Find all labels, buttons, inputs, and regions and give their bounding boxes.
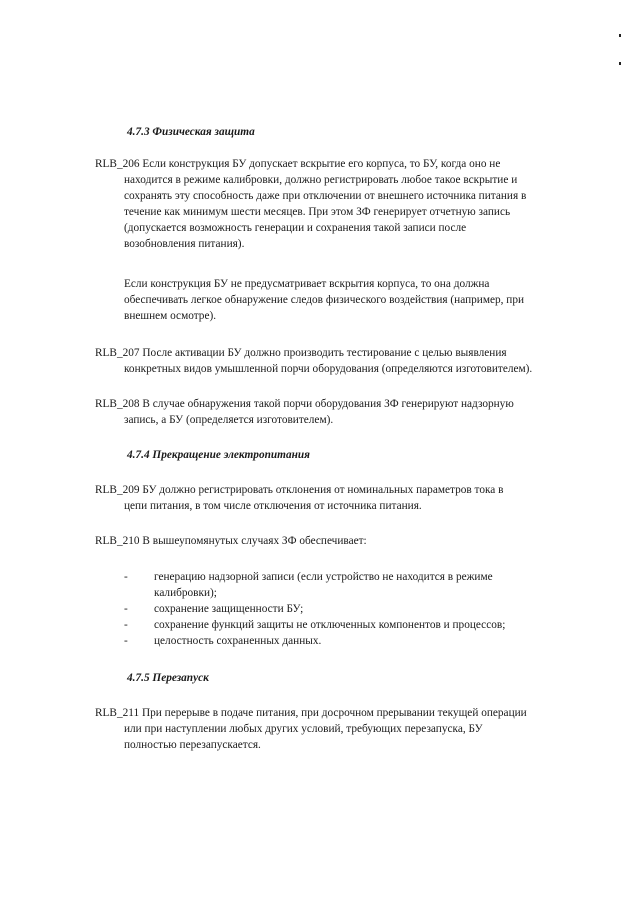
req-line: или при наступлении любых других условий, требующих перезапуска, БУ <box>124 723 483 735</box>
list-item-line: калибровки); <box>154 587 217 599</box>
list-item-line: целостность сохраненных данных. <box>154 635 322 647</box>
req-line: (допускается возможность генерации и сохранения такой записи после <box>124 222 467 234</box>
requirement-rlb-209 <box>95 482 581 514</box>
section-heading-physical-protection: 4.7.3 Физическая защита <box>127 126 255 138</box>
list-item-line: сохранение защищенности БУ; <box>154 603 304 615</box>
req-line: полностью перезапускается. <box>124 739 261 751</box>
section-heading-power-off: 4.7.4 Прекращение электропитания <box>127 449 310 461</box>
dash-marker: - <box>124 619 128 631</box>
list-item-line: сохранение функций защиты не отключенных компонентов и процессов; <box>154 619 506 631</box>
req-line: запись, а БУ (определяется изготовителем). <box>124 414 334 426</box>
para-line: Если конструкция БУ не предусматривает вскрытия корпуса, то она должна <box>124 278 490 290</box>
requirement-rlb-208 <box>95 396 581 428</box>
req-line: течение как минимум шести месяцев. При этом ЗФ генерирует отчетную запись <box>124 206 511 218</box>
section-heading-restart: 4.7.5 Перезапуск <box>127 672 209 684</box>
dash-marker: - <box>124 635 128 647</box>
list-item <box>124 633 564 649</box>
req-line: находится в режиме калибровки, должно регистрировать любое такое вскрытие и <box>124 174 518 186</box>
req-line: сохранять эту способность даже при отключении от внешнего источника питания в <box>124 190 527 202</box>
dash-marker: - <box>124 571 128 583</box>
rlb-206-paragraph-2 <box>124 276 524 324</box>
list-item <box>124 617 564 633</box>
para-line: внешнем осмотре). <box>124 310 217 322</box>
req-line: RLB_206 Если конструкция БУ допускает вскрытие его корпуса, то БУ, когда оно не <box>95 158 501 170</box>
list-item-line: генерацию надзорной записи (если устройство не находится в режиме <box>154 571 493 583</box>
req-line: RLB_208 В случае обнаружения такой порчи оборудования ЗФ генерируют надзорную <box>95 398 514 410</box>
list-item <box>124 569 564 601</box>
requirement-rlb-207 <box>95 345 581 377</box>
scan-speck <box>619 62 621 65</box>
req-line: конкретных видов умышленной порчи оборудования (определяются изготовителем). <box>124 363 533 375</box>
rlb-210-bullet-list <box>124 569 564 649</box>
requirement-rlb-210 <box>95 533 581 549</box>
scan-speck <box>619 34 621 37</box>
req-line: цепи питания, в том числе отключения от источника питания. <box>124 500 422 512</box>
para-line: обеспечивать легкое обнаружение следов физического воздействия (например, при <box>124 294 525 306</box>
req-line: RLB_210 В вышеупомянутых случаях ЗФ обеспечивает: <box>95 535 367 547</box>
dash-marker: - <box>124 603 128 615</box>
req-line: RLB_211 При перерыве в подаче питания, при досрочном прерывании текущей операции <box>95 707 527 719</box>
requirement-rlb-206 <box>95 156 581 252</box>
list-item <box>124 601 564 617</box>
req-line: RLB_207 После активации БУ должно производить тестирование с целью выявления <box>95 347 507 359</box>
req-line: возобновления питания). <box>124 238 245 250</box>
req-line: RLB_209 БУ должно регистрировать отклонения от номинальных параметров тока в <box>95 484 504 496</box>
requirement-rlb-211 <box>95 705 581 753</box>
